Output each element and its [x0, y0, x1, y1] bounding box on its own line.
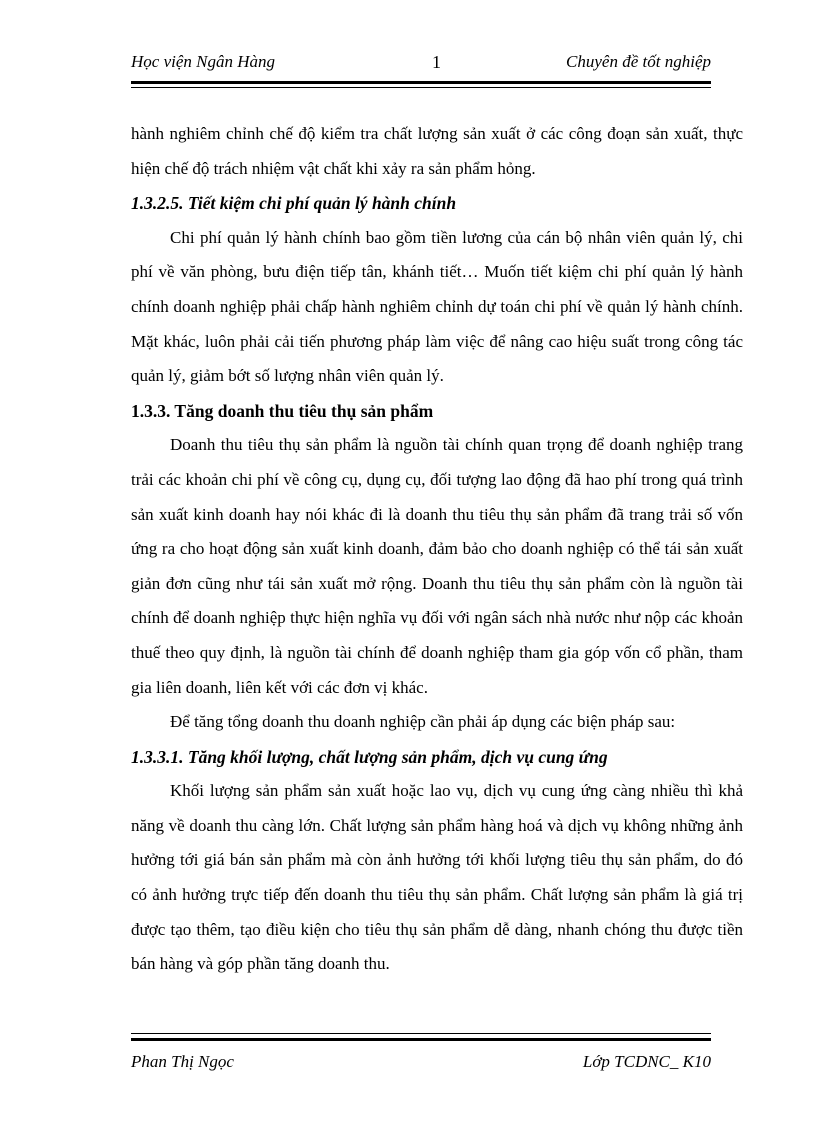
- paragraph: Chi phí quản lý hành chính bao gồm tiền lương của cán bộ nhân viên quản lý, chi phí về văn phòng, bưu điện tiếp tân, khánh tiết… Muốn tiết kiệm chi phí quản lý hành chính doanh nghiệp phải chấp hành nghiêm chỉnh dự toán chi phí về quản lý hành chính. Mặt khác, luôn phải cải tiến phương pháp làm việc để nâng cao hiệu suất trong công tác quản lý, giảm bớt số lượng nhân viên quản lý.: [131, 227, 743, 386]
- section-heading-1-3-3: 1.3.3. Tăng doanh thu tiêu thụ sản phẩm: [131, 400, 434, 421]
- footer-rule-thin: [131, 1033, 711, 1034]
- footer-rule-thick: [131, 1038, 711, 1041]
- paragraph: Để tăng tổng doanh thu doanh nghiệp cần phải áp dụng các biện pháp sau:: [170, 712, 676, 732]
- header-rule-thick: [131, 81, 711, 84]
- section-heading-1-3-2-5: 1.3.2.5. Tiết kiệm chi phí quản lý hành chính: [131, 193, 457, 214]
- header-document-type: Chuyên đề tốt nghiệp: [566, 52, 711, 71]
- paragraph: hành nghiêm chỉnh chế độ kiểm tra chất lượng sản xuất ở các công đoạn sản xuất, thực hiện chế độ trách nhiệm vật chất khi xảy ra sản phẩm hỏng.: [131, 124, 743, 178]
- paragraph: Doanh thu tiêu thụ sản phẩm là nguồn tài chính quan trọng để doanh nghiệp trang trải các khoản chi phí về công cụ, dụng cụ, đối tượng lao động đã hao phí trong quá trình sản xuất kinh doanh hay nói khác đi là doanh thu tiêu thụ sản phẩm đã trang trải số vốn ứng ra cho hoạt động sản xuất kinh doanh, đảm bảo cho doanh nghiệp có thể tái sản xuất giản đơn cũng như tái sản xuất mở rộng. Doanh thu tiêu thụ sản phẩm còn là nguồn tài chính để doanh nghiệp thực hiện nghĩa vụ đối với ngân sách nhà nước như nộp các khoản thuế theo quy định, là nguồn tài chính để doanh nghiệp tham gia góp vốn cổ phần, tham gia liên doanh, liên kết với các đơn vị khác.: [131, 435, 743, 697]
- footer-author: Phan Thị Ngọc: [131, 1052, 234, 1071]
- header-rule-thin: [131, 87, 711, 88]
- page-header: [131, 50, 711, 80]
- footer-class: Lớp TCDNC_ K10: [582, 1052, 711, 1071]
- page-footer: [131, 1050, 711, 1080]
- header-institution: Học viện Ngân Hàng: [131, 52, 276, 71]
- paragraph: Khối lượng sản phẩm sản xuất hoặc lao vụ, dịch vụ cung ứng càng nhiều thì khả năng về doanh thu càng lớn. Chất lượng sản phẩm hàng hoá và dịch vụ không những ảnh hưởng tới giá bán sản phẩm mà còn ảnh hưởng tới khối lượng tiêu thụ sản phẩm, do đó có ảnh hưởng trực tiếp đến doanh thu tiêu thụ sản phẩm. Chất lượng sản phẩm là giá trị được tạo thêm, tạo điều kiện cho tiêu thụ sản phẩm dễ dàng, nhanh chóng thu được tiền bán hàng và góp phần tăng doanh thu.: [131, 781, 743, 974]
- section-heading-1-3-3-1: 1.3.3.1. Tăng khối lượng, chất lượng sản phẩm, dịch vụ cung ứng: [131, 746, 608, 767]
- document-body: [131, 117, 743, 982]
- page-number: 1: [432, 52, 441, 72]
